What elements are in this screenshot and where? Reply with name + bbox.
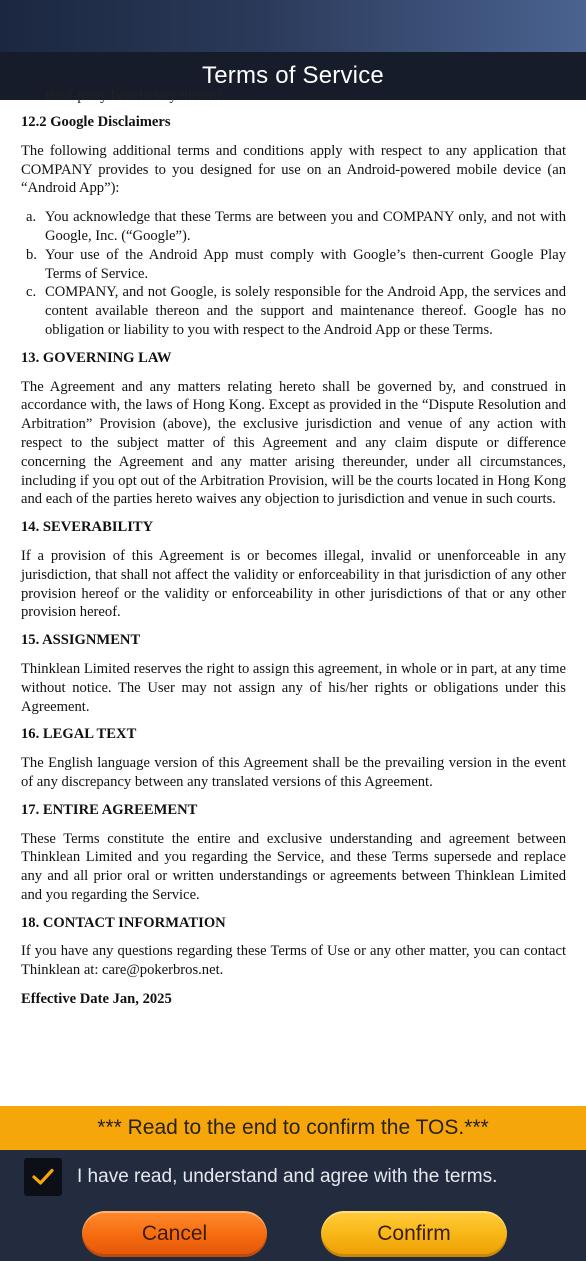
section-heading: 17. ENTIRE AGREEMENT	[21, 801, 198, 818]
section-legal-text	[21, 725, 566, 791]
section-heading: 15. ASSIGNMENT	[21, 632, 141, 649]
agree-label: I have read, understand and agree with the terms.	[77, 1166, 498, 1187]
list-item	[26, 208, 566, 246]
cancel-button[interactable]: Cancel	[82, 1211, 267, 1257]
list-item	[26, 246, 566, 284]
terms-document[interactable]	[21, 88, 566, 1106]
section-paragraph: If a provision of this Agreement is or becomes illegal, invalid or unenforceable in any jurisdiction, that shall not affect the validity or enforceability in that jurisdiction of any other provision hereof or the validity or enforceability in other jurisdictions of that or any other provision hereof.	[21, 547, 566, 621]
section-heading: 16. LEGAL TEXT	[21, 726, 137, 743]
status-bar	[0, 0, 586, 52]
list-item-text: COMPANY, and not Google, is solely responsible for the Android App, the services and content available thereon and the support and maintenance thereof. Google has no obligation or liability to you with respect to the Android App or these Terms.	[45, 284, 566, 338]
read-to-end-banner	[0, 1106, 586, 1150]
list-marker: c.	[26, 284, 37, 301]
section-paragraph: The English language version of this Agreement shall be the prevailing version in the event of any discrepancy between any translated versions of this Agreement.	[21, 755, 566, 790]
disclaimer-list	[21, 208, 566, 340]
section-entire-agreement	[21, 801, 566, 905]
section-paragraph: If you have any questions regarding these Terms of Use or any other matter, you can contact Thinklean at: care@pokerbros.net.	[21, 943, 566, 979]
checkmark-icon	[32, 1168, 54, 1186]
effective-date: Effective Date Jan, 2025	[21, 991, 172, 1008]
list-item-text: Your use of the Android App must comply with Google’s then-current Google Play Terms of Service.	[45, 246, 566, 282]
agree-checkbox[interactable]	[24, 1158, 62, 1196]
section-paragraph: The Agreement and any matters relating hereto shall be governed by, and construed in accordance with, the laws of Hong Kong. Except as provided in the “Dispute Resolution and Arbitration” Provision (above), the exclusive jurisdiction and venue of any action with respect to the subject matter of this Agreement and any claim dispute or difference concerning the Agreement and any matter arising thereunder, under all circumstances, including if you opt out of the Arbitration Provision, will be the courts located in Hong Kong and each of the parties hereto waives any objection to jurisdiction and venue in such courts.	[21, 378, 566, 508]
page-title: Terms of Service	[202, 62, 384, 89]
section-severability	[21, 518, 566, 622]
section-paragraph: These Terms constitute the entire and exclusive understanding and agreement between Thinklean Limited and you regarding the Service, and these Terms supersede and replace any and all prior oral or written understandings or agreements between Thinklean Limited and you regarding the Service.	[21, 830, 566, 903]
section-paragraph: The following additional terms and conditions apply with respect to any application that COMPANY provides to you designed for use on an Android-powered mobile device (an “Android App”):	[21, 142, 566, 197]
section-heading: 18. CONTACT INFORMATION	[21, 914, 226, 931]
list-item-text: You acknowledge that these Terms are between you and COMPANY only, and not with Google, Inc. (“Google”).	[45, 209, 566, 244]
footer-panel	[0, 1150, 586, 1261]
list-item	[26, 283, 566, 339]
section-contact-information	[21, 914, 566, 980]
section-heading: 14. SEVERABILITY	[21, 519, 154, 536]
section-heading: 12.2 Google Disclaimers	[21, 114, 171, 130]
agree-row[interactable]	[24, 1158, 497, 1196]
section-paragraph: Thinklean Limited reserves the right to assign this agreement, in whole or in part, at any time without notice. The User may not assign any of his/her rights or obligations under this Agreement.	[21, 660, 566, 715]
list-marker: a.	[26, 209, 37, 226]
section-google-disclaimers	[21, 113, 566, 340]
list-marker: b.	[26, 246, 37, 263]
confirm-button[interactable]: Confirm	[321, 1211, 507, 1257]
cut-off-text-line: third-party beneficiary thereof.	[45, 88, 226, 104]
section-heading: 13. GOVERNING LAW	[21, 349, 172, 366]
section-governing-law	[21, 349, 566, 509]
section-assignment	[21, 631, 566, 716]
banner-text: *** Read to the end to confirm the TOS.***	[97, 1116, 489, 1139]
